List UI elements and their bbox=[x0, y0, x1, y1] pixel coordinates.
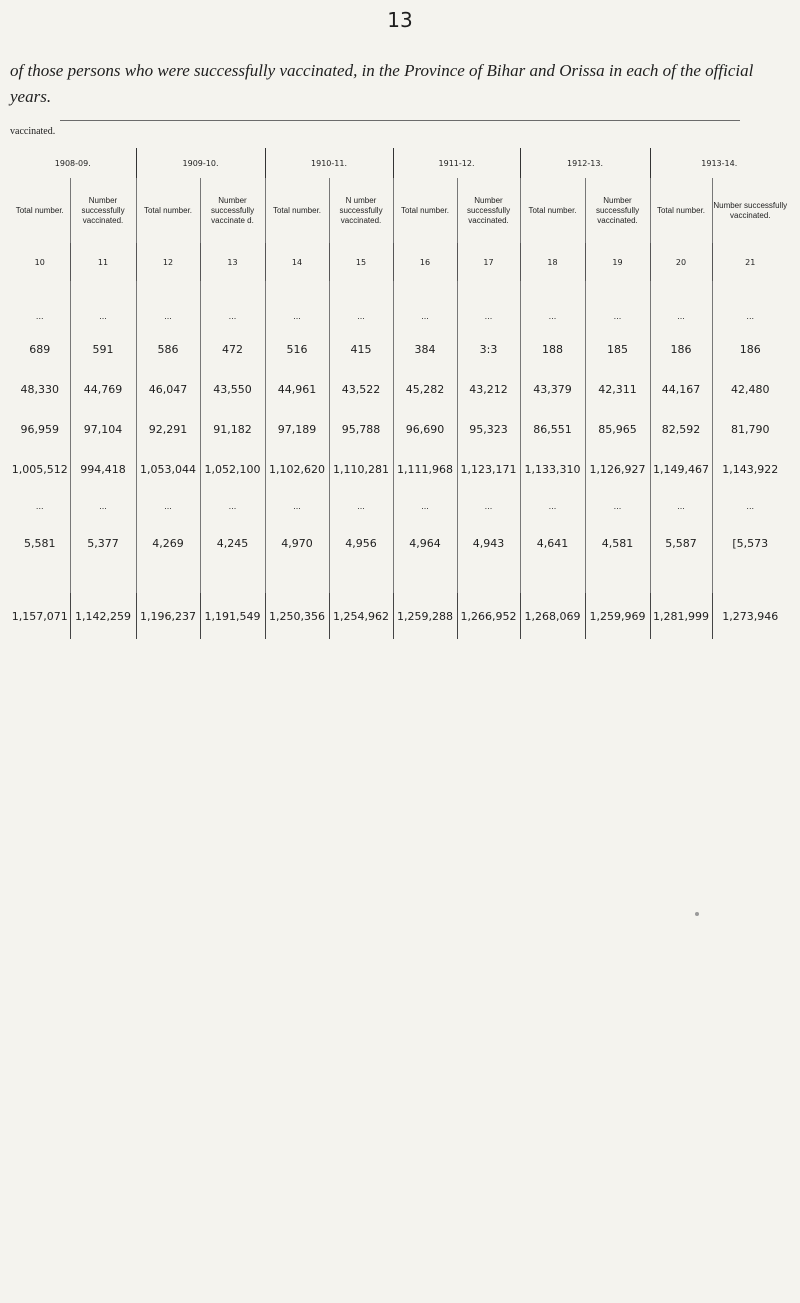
total-cell: 1,281,999 bbox=[650, 593, 712, 639]
column-number: 16 bbox=[393, 243, 457, 281]
spacer-cell bbox=[457, 563, 520, 593]
table-cell: [5,573 bbox=[712, 523, 788, 563]
table-cell: 97,189 bbox=[265, 409, 329, 449]
column-header: Total number. bbox=[15, 205, 64, 215]
table-cell: 689 bbox=[29, 342, 51, 356]
table-cell: 45,282 bbox=[393, 369, 457, 409]
table-cell: 1,149,467 bbox=[650, 449, 712, 489]
spacer-row bbox=[10, 563, 788, 593]
table-cell: 4,269 bbox=[136, 523, 200, 563]
total-cell: 1,196,237 bbox=[136, 593, 200, 639]
spacer-cell bbox=[712, 281, 788, 303]
dots-cell: ... bbox=[712, 303, 788, 329]
dots-cell: ... bbox=[200, 489, 265, 523]
table-cell: 586 bbox=[136, 329, 200, 369]
column-number: 14 bbox=[265, 243, 329, 281]
spacer-cell bbox=[265, 563, 329, 593]
spacer-cell bbox=[329, 281, 393, 303]
table-cell: 97,104 bbox=[70, 409, 136, 449]
dots-row bbox=[10, 489, 788, 523]
table-row bbox=[10, 369, 788, 409]
table-cell: 85,965 bbox=[585, 409, 650, 449]
table-cell: 43,550 bbox=[200, 369, 265, 409]
spacer-cell bbox=[10, 563, 70, 593]
table-cell: 4,245 bbox=[200, 523, 265, 563]
dots-cell: ... bbox=[265, 489, 329, 523]
column-header: Number successfully vaccinated. bbox=[70, 178, 136, 243]
table-cell: 42,480 bbox=[712, 369, 788, 409]
dots-cell: ... bbox=[457, 489, 520, 523]
table-cell: 4,970 bbox=[265, 523, 329, 563]
table-cell: 5,587 bbox=[650, 523, 712, 563]
table-cell: 1,110,281 bbox=[329, 449, 393, 489]
table-cell: 1,126,927 bbox=[585, 449, 650, 489]
column-header: Number successfully vaccinate d. bbox=[200, 178, 265, 243]
table-row bbox=[10, 409, 788, 449]
table-cell: 472 bbox=[200, 329, 265, 369]
spacer-cell bbox=[70, 281, 136, 303]
column-number: 13 bbox=[200, 243, 265, 281]
table-cell: 1,133,310 bbox=[520, 449, 585, 489]
column-number: 19 bbox=[585, 243, 650, 281]
spacer-cell bbox=[650, 563, 712, 593]
table-cell: 4,964 bbox=[393, 523, 457, 563]
total-cell: 1,259,969 bbox=[585, 593, 650, 639]
spacer-cell bbox=[136, 563, 200, 593]
spacer-cell bbox=[712, 563, 788, 593]
column-number: 15 bbox=[329, 243, 393, 281]
table-cell: 44,167 bbox=[650, 369, 712, 409]
year-header-row bbox=[10, 148, 788, 178]
total-cell: 1,259,288 bbox=[393, 593, 457, 639]
table-cell: 1,111,968 bbox=[393, 449, 457, 489]
spacer-cell bbox=[520, 281, 585, 303]
page-number: 13 bbox=[387, 8, 413, 32]
table-cell: 43,522 bbox=[329, 369, 393, 409]
dots-cell: ... bbox=[329, 489, 393, 523]
spacer-cell bbox=[650, 281, 712, 303]
table-cell: 1,005,512 bbox=[11, 462, 68, 476]
total-cell: 1,266,952 bbox=[457, 593, 520, 639]
table-cell: 4,581 bbox=[585, 523, 650, 563]
spacer-cell bbox=[265, 281, 329, 303]
dots-cell: ... bbox=[585, 303, 650, 329]
column-header-row bbox=[10, 178, 788, 243]
dots-cell: ... bbox=[329, 303, 393, 329]
year-header: 1911-12. bbox=[393, 148, 520, 178]
table-cell: 48,330 bbox=[20, 382, 59, 396]
table-cell: 91,182 bbox=[200, 409, 265, 449]
column-header: Number successfully vaccinated. bbox=[457, 178, 520, 243]
dots-cell: ... bbox=[136, 303, 200, 329]
spacer-cell bbox=[520, 563, 585, 593]
table-cell: 46,047 bbox=[136, 369, 200, 409]
column-number: 20 bbox=[650, 243, 712, 281]
column-number: 21 bbox=[712, 243, 788, 281]
table-cell: 994,418 bbox=[70, 449, 136, 489]
table-cell: 4,943 bbox=[457, 523, 520, 563]
table-cell: 188 bbox=[520, 329, 585, 369]
ink-smudge bbox=[695, 912, 699, 916]
table-cell: 1,102,620 bbox=[265, 449, 329, 489]
column-number: 18 bbox=[520, 243, 585, 281]
column-number: 12 bbox=[136, 243, 200, 281]
column-header: Total number. bbox=[650, 178, 712, 243]
spacer-cell bbox=[393, 563, 457, 593]
table-cell: 591 bbox=[70, 329, 136, 369]
table-cell: 92,291 bbox=[136, 409, 200, 449]
dots-cell: ... bbox=[35, 311, 44, 321]
year-header: 1909-10. bbox=[136, 148, 265, 178]
dots-cell: ... bbox=[393, 303, 457, 329]
table-cell: 4,956 bbox=[329, 523, 393, 563]
top-rule bbox=[60, 120, 740, 121]
year-header: 1913-14. bbox=[650, 148, 788, 178]
year-header: 1910-11. bbox=[265, 148, 393, 178]
table-cell: 96,690 bbox=[393, 409, 457, 449]
table-cell: 95,788 bbox=[329, 409, 393, 449]
year-header: 1912-13. bbox=[520, 148, 650, 178]
table-cell: 3:3 bbox=[457, 329, 520, 369]
total-cell: 1,268,069 bbox=[520, 593, 585, 639]
dots-cell: ... bbox=[650, 489, 712, 523]
dots-cell: ... bbox=[712, 489, 788, 523]
dots-cell: ... bbox=[650, 303, 712, 329]
table-cell: 43,212 bbox=[457, 369, 520, 409]
totals-row bbox=[10, 593, 788, 639]
dots-cell: ... bbox=[520, 303, 585, 329]
spacer-cell bbox=[393, 281, 457, 303]
vaccination-table bbox=[10, 148, 788, 639]
spacer-row bbox=[10, 281, 788, 303]
column-header: Total number. bbox=[265, 178, 329, 243]
column-header: Total number. bbox=[136, 178, 200, 243]
column-header: Total number. bbox=[393, 178, 457, 243]
spacer-cell bbox=[329, 563, 393, 593]
table-cell: 86,551 bbox=[520, 409, 585, 449]
table-cell: 186 bbox=[712, 329, 788, 369]
table-cell: 5,377 bbox=[70, 523, 136, 563]
table-cell: 4,641 bbox=[520, 523, 585, 563]
table-cell: 43,379 bbox=[520, 369, 585, 409]
column-header: Number successfully vaccinated. bbox=[585, 178, 650, 243]
dots-cell: ... bbox=[265, 303, 329, 329]
spacer-cell bbox=[10, 281, 70, 303]
column-number: 17 bbox=[457, 243, 520, 281]
table-row bbox=[10, 523, 788, 563]
table-cell: 1,052,100 bbox=[200, 449, 265, 489]
table-cell: 44,961 bbox=[265, 369, 329, 409]
dots-row bbox=[10, 303, 788, 329]
table-cell: 96,959 bbox=[20, 422, 59, 436]
spacer-cell bbox=[200, 281, 265, 303]
table-row bbox=[10, 449, 788, 489]
table-cell: 1,053,044 bbox=[136, 449, 200, 489]
table-cell: 185 bbox=[585, 329, 650, 369]
table-cell: 82,592 bbox=[650, 409, 712, 449]
table-cell: 384 bbox=[393, 329, 457, 369]
column-number-row bbox=[10, 243, 788, 281]
total-cell: 1,157,071 bbox=[11, 609, 68, 623]
table-cell: 1,143,922 bbox=[712, 449, 788, 489]
spacer-cell bbox=[70, 563, 136, 593]
total-cell: 1,191,549 bbox=[200, 593, 265, 639]
total-cell: 1,273,946 bbox=[712, 593, 788, 639]
dots-cell: ... bbox=[393, 489, 457, 523]
table-row bbox=[10, 329, 788, 369]
page-title: of those persons who were successfully vaccinated, in the Province of Bihar and Orissa in each of the official years. bbox=[10, 61, 754, 106]
dots-cell: ... bbox=[35, 501, 44, 511]
column-header: N umber successfully vaccinated. bbox=[329, 178, 393, 243]
table-cell: 1,123,171 bbox=[457, 449, 520, 489]
column-header: Total number. bbox=[520, 178, 585, 243]
dots-cell: ... bbox=[70, 303, 136, 329]
column-number: 10 bbox=[34, 257, 45, 267]
spacer-cell bbox=[585, 281, 650, 303]
dots-cell: ... bbox=[520, 489, 585, 523]
table-cell: 44,769 bbox=[70, 369, 136, 409]
table-cell: 415 bbox=[329, 329, 393, 369]
spacer-cell bbox=[457, 281, 520, 303]
dots-cell: ... bbox=[585, 489, 650, 523]
table-subtitle: vaccinated. bbox=[10, 126, 56, 137]
spacer-cell bbox=[136, 281, 200, 303]
dots-cell: ... bbox=[70, 489, 136, 523]
spacer-cell bbox=[200, 563, 265, 593]
table-cell: 81,790 bbox=[712, 409, 788, 449]
spacer-cell bbox=[585, 563, 650, 593]
table-cell: 95,323 bbox=[457, 409, 520, 449]
dots-cell: ... bbox=[200, 303, 265, 329]
dots-cell: ... bbox=[136, 489, 200, 523]
column-number: 11 bbox=[70, 243, 136, 281]
table-cell: 186 bbox=[650, 329, 712, 369]
dots-cell: ... bbox=[457, 303, 520, 329]
total-cell: 1,142,259 bbox=[70, 593, 136, 639]
table-cell: 5,581 bbox=[24, 536, 56, 550]
table-cell: 516 bbox=[265, 329, 329, 369]
total-cell: 1,254,962 bbox=[329, 593, 393, 639]
table-cell: 42,311 bbox=[585, 369, 650, 409]
year-header: 1908-09. bbox=[54, 158, 91, 168]
column-header: Number successfully vaccinated. bbox=[712, 178, 788, 243]
total-cell: 1,250,356 bbox=[265, 593, 329, 639]
